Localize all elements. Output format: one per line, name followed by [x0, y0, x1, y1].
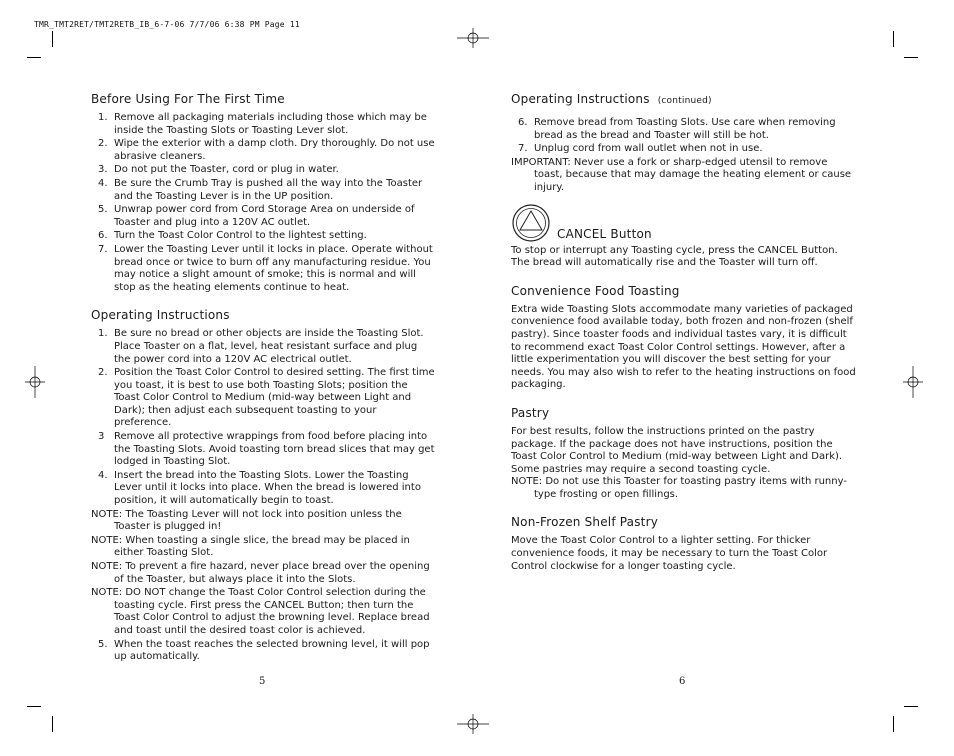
item-text: When the toast reaches the selected browning level, it will pop up automatically. [114, 638, 430, 663]
section-cancel-button [511, 203, 856, 270]
item-text: Turn the Toast Color Control to the lightest setting. [114, 230, 367, 242]
list-item [91, 178, 436, 203]
item-number: 6. [98, 230, 108, 242]
item-number: 4. [98, 177, 108, 189]
section-title: Convenience Food Toasting [511, 283, 680, 298]
item-number: 6. [518, 117, 528, 128]
important-note: IMPORTANT: Never use a fork or sharp-edged utensil to remove toast, because that may damage the heating element or cause injury. [511, 156, 852, 193]
left-page [91, 92, 436, 678]
instruction-list [91, 112, 436, 294]
item-text: Be sure the Crumb Tray is pushed all the way into the Toaster and the Toasting Lever is in the UP position. [114, 177, 423, 202]
cancel-triangle-icon [511, 203, 551, 243]
list-item [91, 470, 436, 508]
crop-mark [904, 706, 918, 707]
print-slug: TMR_TMT2RET/TMT2RETB_IB_6-7-06 7/7/06 6:38 PM Page 11 [34, 20, 300, 29]
section-title: Operating Instructions [91, 308, 230, 323]
page-number: 6 [679, 676, 686, 687]
item-text: Remove all packaging materials including those which may be inside the Toasting Slots or Toasting Lever slot. [114, 112, 427, 136]
item-text: Lower the Toasting Lever until it locks in place. Operate without bread once or twice to burn off any manufacturing residue. You may notice a slight amount of smoke; this is normal and will stop as the heating elements continue to heat. [114, 243, 433, 293]
crop-mark [52, 716, 53, 732]
item-number: 5. [98, 638, 108, 650]
instruction-list [511, 117, 856, 156]
continued-label: (continued) [657, 96, 712, 106]
page-number: 5 [259, 676, 266, 687]
list-item [91, 112, 436, 137]
section-title: Before Using For The First Time [91, 92, 285, 106]
item-number: 3. [98, 164, 108, 176]
note: NOTE: To prevent a fire hazard, never place bread over the opening of the Toaster, but always place it into the Slots. [91, 561, 430, 585]
registration-mark-icon [457, 714, 489, 734]
section-title [511, 92, 856, 109]
item-number: 1. [98, 328, 108, 340]
item-text: Be sure no bread or other objects are inside the Toasting Slot. Place Toaster on a flat, level, heat resistant surface and plug the power cord into a 120V AC electrical outlet. [114, 328, 424, 365]
list-item [91, 138, 436, 163]
item-number: 5. [98, 204, 108, 216]
item-text: Insert the bread into the Toasting Slots. Lower the Toasting Lever until it locks into place. When the bread is lowered into position, it will automatically begin to toast. [114, 469, 421, 507]
note: NOTE: DO NOT change the Toast Color Control selection during the toasting cycle. First press the CANCEL Button; then turn the Toast Color Control to adjust the browning level. Replace bread and toast until the desired toast color is achieved. [91, 587, 430, 636]
section-before-first-use [91, 92, 436, 294]
section-title: Pastry [511, 405, 550, 420]
list-item [91, 244, 436, 294]
crop-mark [893, 31, 894, 47]
right-page [511, 92, 856, 587]
section-operating-continued [511, 92, 856, 195]
instruction-list [91, 639, 436, 664]
instruction-list [91, 328, 436, 507]
item-text: Do not put the Toaster, cord or plug in water. [114, 164, 339, 176]
note: NOTE: When toasting a single slice, the bread may be placed in either Toasting Slot. [91, 534, 410, 559]
section-body: For best results, follow the instructions printed on the pastry package. If the package does not have instructions, position the Toast Color Control to Medium (mid-way between Light and Dark). Some pastries may require a second toasting cycle. [511, 425, 843, 475]
crop-mark [52, 31, 53, 47]
item-number: 7. [98, 243, 108, 255]
section-title: Non-Frozen Shelf Pastry [511, 515, 659, 530]
section-body: Extra wide Toasting Slots accommodate many varieties of packaged convenience food available today, both frozen and non-frozen (shelf pastry). Since toaster foods and individual tastes vary, it is difficult to recommend exact Toast Color Control settings. However, after a little experimentation you will discover the best setting for your needs. You may also wish to refer to the heating instructions on food packaging. [511, 303, 856, 391]
item-number: 7. [518, 143, 528, 155]
section-body: To stop or interrupt any Toasting cycle, press the CANCEL Button. The bread will automatically rise and the Toaster will turn off. [511, 244, 838, 269]
registration-mark-icon [903, 366, 923, 398]
section-body: Move the Toast Color Control to a lighter setting. For thicker convenience foods, it may be necessary to turn the Toast Color Control clockwise for a longer toasting cycle. [511, 535, 828, 572]
crop-mark [27, 57, 41, 58]
list-item [91, 328, 436, 366]
section-convenience-food [511, 284, 856, 392]
item-number: 2. [98, 367, 108, 379]
crop-mark [893, 716, 894, 732]
crop-mark [27, 706, 41, 707]
item-number: 1. [98, 112, 108, 123]
list-item [91, 431, 436, 469]
note: NOTE: The Toasting Lever will not lock into position unless the Toaster is plugged in! [91, 508, 402, 533]
list-item [91, 367, 436, 430]
section-non-frozen-pastry [511, 515, 856, 573]
item-number: 4. [98, 469, 108, 481]
item-text: Remove all protective wrappings from food before placing into the Toasting Slots. Avoid toasting torn bread slices that may get lodged in Toasting Slot. [114, 431, 435, 468]
list-item [511, 117, 856, 142]
list-item [91, 639, 436, 664]
note: NOTE: Do not use this Toaster for toasting pastry items with runny-type frosting or open fillings. [511, 476, 847, 500]
section-pastry [511, 406, 856, 502]
section-operating-instructions [91, 308, 436, 663]
section-title: CANCEL Button [557, 226, 652, 241]
item-text: Wipe the exterior with a damp cloth. Dry thoroughly. Do not use abrasive cleaners. [114, 138, 435, 162]
item-number: 3 [98, 431, 105, 443]
crop-mark [904, 57, 918, 58]
item-text: Unwrap power cord from Cord Storage Area on underside of Toaster and plug into a 120V AC outlet. [114, 204, 415, 228]
list-item [91, 204, 436, 229]
list-item [511, 143, 856, 156]
item-text: Unplug cord from wall outlet when not in use. [534, 143, 763, 155]
list-item [91, 230, 436, 243]
section-title-text: Operating Instructions [511, 92, 650, 106]
item-text: Remove bread from Toasting Slots. Use care when removing bread as the bread and Toaster will still be hot. [534, 117, 836, 141]
registration-mark-icon [457, 28, 489, 48]
item-text: Position the Toast Color Control to desired setting. The first time you toast, it is best to use both Toasting Slots; position the Toast Color Control to Medium (mid-way between Light and Dark); then adjust each subsequent toasting to your preference. [114, 367, 435, 429]
registration-mark-icon [25, 366, 45, 398]
item-number: 2. [98, 138, 108, 150]
list-item [91, 164, 436, 177]
